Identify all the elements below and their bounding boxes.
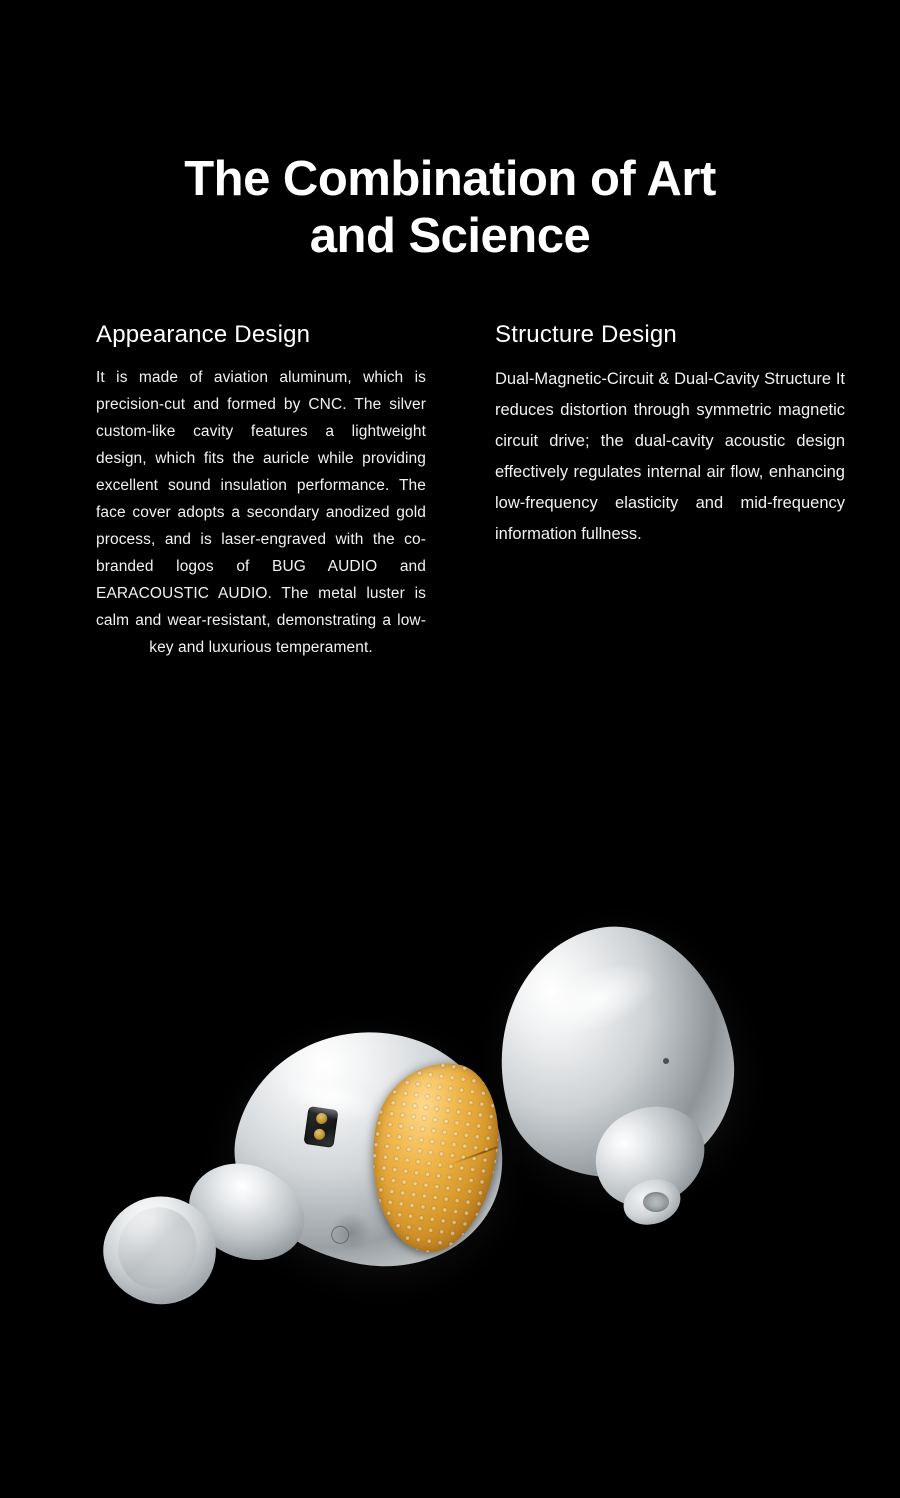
section-title: Appearance Design: [96, 321, 311, 348]
section-structure-design: [495, 320, 845, 550]
earphone-left-faceplate: [359, 1054, 508, 1259]
page-title-line-2: and Science: [309, 208, 591, 263]
section-appearance-design: [96, 320, 426, 661]
earphone-right-mesh-icon: [643, 1192, 669, 1212]
vent-hole-icon: [663, 1058, 669, 1064]
section-title: Structure Design: [495, 321, 677, 348]
two-pin-socket: [304, 1106, 339, 1148]
socket-pin-icon: [313, 1128, 325, 1140]
section-body: Dual-Magnetic-Circuit & Dual-Cavity Structure It reduces distortion through symmetric magnetic circuit drive; the dual-cavity acoustic design effectively regulates internal air flow, enhancing low-frequency elasticity and mid-frequency information fullness.: [495, 370, 845, 543]
section-body: It is made of aviation aluminum, which is precision-cut and formed by CNC. The silver custom-like cavity features a lightweight design, which fits the auricle while providing excellent sound insulation performance. The face cover adopts a secondary anodized gold process, and is laser-engraved with the co-branded logos of BUG AUDIO and EARACOUSTIC AUDIO. The metal luster is calm and wear-resistant, demonstrating a low-key and luxurious temperament.: [96, 369, 426, 656]
socket-pin-icon: [315, 1112, 327, 1124]
description-columns: [0, 320, 900, 740]
page-title: [0, 151, 900, 265]
page-title-line-1: The Combination of Art: [184, 151, 716, 206]
product-image: [0, 880, 900, 1440]
